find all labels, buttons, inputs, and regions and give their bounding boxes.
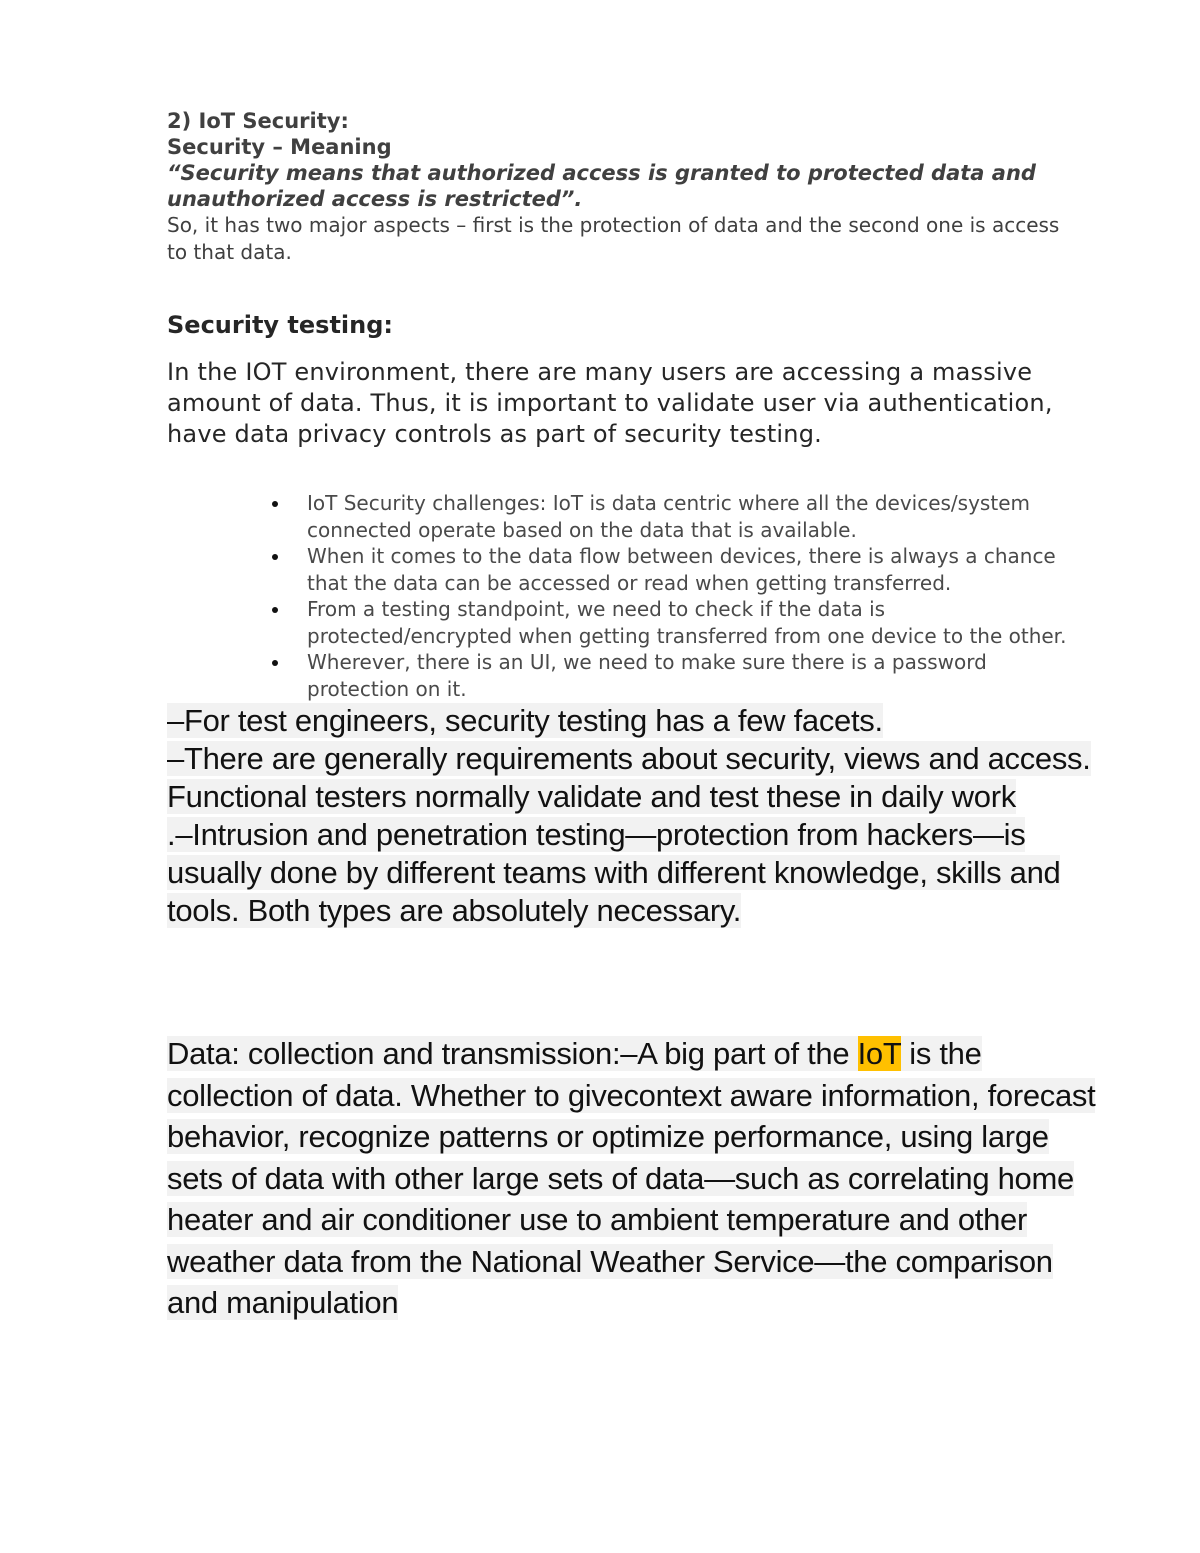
list-item (307, 649, 1077, 702)
data-collection-text-start: Data: collection and transmission:–A big part of the (167, 1036, 858, 1071)
list-item-text: Wherever, there is an UI, we need to make sure there is a password protection on it. (307, 650, 987, 701)
security-testing-body: In the IOT environment, there are many users are accessing a massive amount of data. Thus, it is important to validate user via authentication, have data privacy controls as part of security testing. (167, 358, 1053, 448)
facets-paragraph (167, 702, 1107, 930)
challenges-list (167, 490, 1107, 702)
facets-line-2: –There are generally requirements about security, views and access. Functional testers normally validate and test these in daily work (167, 741, 1091, 814)
highlighted-term: IoT (857, 1036, 901, 1071)
list-item-text: From a testing standpoint, we need to check if the data is protected/encrypted when getting transferred from one device to the other. (307, 597, 1067, 648)
data-collection-text-rest: is the collection of data. Whether to givecontext aware information, forecast behavior, recognize patterns or optimize performance, using large sets of data with other large sets of data—such as correlating home heater and air conditioner use to ambient temperature and other weather data from the National Weather Service—the comparison and manipulation (167, 1036, 1096, 1320)
security-testing-title: Security testing: (167, 311, 394, 339)
section-heading: 2) IoT Security: (167, 109, 349, 133)
facets-line-1: –For test engineers, security testing has a few facets. (167, 703, 883, 738)
aspects-paragraph: So, it has two major aspects – first is the protection of data and the second one is access to that data. (167, 213, 1060, 264)
list-item (307, 543, 1077, 596)
document-content (167, 108, 1107, 1324)
bullet-icon (272, 607, 278, 613)
list-item-text: IoT Security challenges: IoT is data centric where all the devices/system connected operate based on the data that is available. (307, 491, 1030, 542)
list-item (307, 596, 1077, 649)
meaning-heading: Security – Meaning (167, 135, 392, 159)
bullet-icon (272, 660, 278, 666)
bullet-icon (272, 554, 278, 560)
list-item (307, 490, 1077, 543)
security-definition-quote: “Security means that authorized access is granted to protected data and unauthorized access is restricted”. (167, 161, 1036, 211)
facets-line-3: .–Intrusion and penetration testing—protection from hackers—is usually done by different teams with different knowledge, skills and tools. Both types are absolutely necessary. (167, 817, 1061, 928)
list-item-text: When it comes to the data flow between devices, there is always a chance that the data can be accessed or read when getting transferred. (307, 544, 1056, 595)
bullet-icon (272, 501, 278, 507)
data-collection-paragraph (167, 1033, 1107, 1324)
